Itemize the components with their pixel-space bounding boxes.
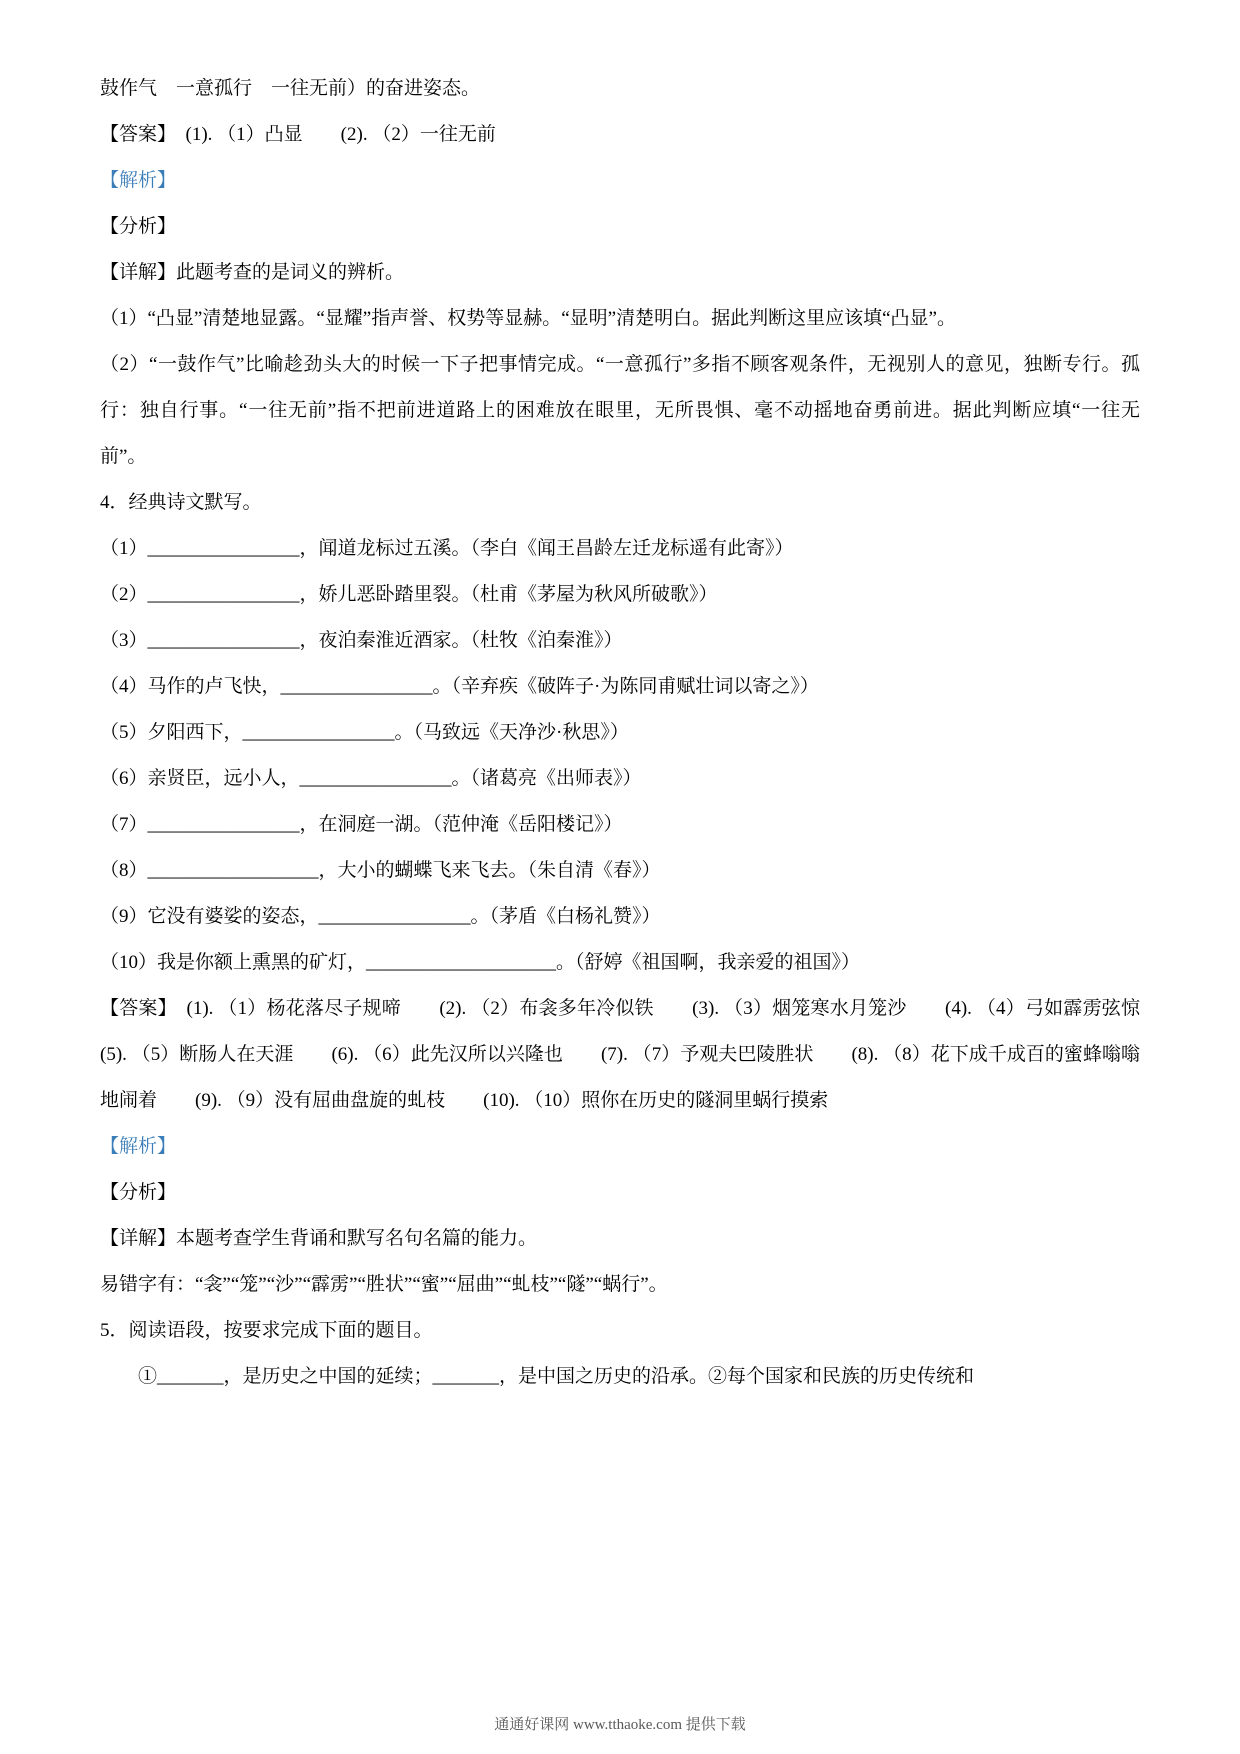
dictation-item-8: （8）__________________，大小的蝴蝶飞来飞去。（朱自清《春》） — [100, 860, 661, 881]
section-label: 【分析】 — [100, 216, 177, 237]
dictation-item-1: （1）________________，闻道龙标过五溪。（李白《闻王昌龄左迁龙标遥有此寄》） — [100, 538, 794, 559]
section-label: 【分析】 — [100, 1182, 177, 1203]
answer-line-q3: 【答案】 (1). （1）凸显 (2). （2）一往无前 — [100, 124, 496, 145]
dictation-item-10: （10）我是你额上熏黑的矿灯，____________________。（舒婷《祖国啊，我亲爱的祖国》） — [100, 952, 861, 973]
error-prone-words-line: 易错字有：“衾”“笼”“沙”“霹雳”“胜状”“蜜”“屈曲”“虬枝”“隧”“蜗行”。 — [100, 1274, 668, 1295]
section-label: 【答案】 — [100, 124, 167, 145]
detail-line-q4: 【详解】本题考查学生背诵和默写名句名篇的能力。 — [100, 1228, 538, 1249]
dictation-item-6: （6）亲贤臣，远小人，________________。（诸葛亮《出师表》） — [100, 768, 642, 789]
page-footer — [0, 1713, 1240, 1734]
analysis-label-line — [100, 1124, 1140, 1170]
document-body — [100, 66, 1179, 1400]
dictation-item-9: （9）它没有婆娑的姿态，________________。（茅盾《白杨礼赞》） — [100, 906, 661, 927]
detail-line-q3: 【详解】此题考查的是词义的辨析。 — [100, 262, 405, 283]
dictation-item-4: （4）马作的卢飞快，________________。（辛弃疾《破阵子·为陈同甫赋壮词以寄之》） — [100, 676, 819, 697]
question-4-title: 4．经典诗文默写。 — [100, 492, 262, 513]
dictation-item-2: （2）________________，娇儿恶卧踏里裂。（杜甫《茅屋为秋风所破歌》） — [100, 584, 718, 605]
section-label: 【详解】 — [100, 262, 177, 283]
footer-text: 通通好课网 www.tthaoke.com 提供下载 — [494, 1717, 746, 1733]
analysis-label-line — [100, 158, 1140, 204]
dictation-item-3: （3）________________，夜泊秦淮近酒家。（杜牧《泊秦淮》） — [100, 630, 623, 651]
question-5-title: 5．阅读语段，按要求完成下面的题目。 — [100, 1320, 433, 1341]
analysis-section-line — [100, 1170, 1140, 1216]
analysis-label: 【解析】 — [100, 170, 177, 191]
explanation-item-2: （2）“一鼓作气”比喻趁劲头大的时候一下子把事情完成。“一意孤行”多指不顾客观条件，无视别人的意见，独断专行。孤行：独自行事。“一往无前”指不把前进道路上的困难放在眼里，无所畏惧、毫不动摇地奋勇前进。据此判断应填“一往无前”。 — [100, 354, 1140, 467]
dictation-item-7: （7）________________，在洞庭一湖。（范仲淹《岳阳楼记》） — [100, 814, 623, 835]
analysis-section-line — [100, 204, 1140, 250]
analysis-label: 【解析】 — [100, 1136, 177, 1157]
stem-continuation-line: 鼓作气 一意孤行 一往无前）的奋进姿态。 — [100, 78, 481, 99]
section-label: 【详解】 — [100, 1228, 177, 1249]
section-label: 【答案】 — [100, 998, 168, 1019]
answer-line-q4: 【答案】 (1). （1）杨花落尽子规啼 (2). （2）布衾多年冷似铁 (3). （3）烟笼寒水月笼沙 (4). （4）弓如霹雳弦惊 (5). （5）断肠人在天涯 (6). （6）此先汉所以兴隆也 (7). （7）予观夫巴陵胜状 (8). （8）花下成千成百的蜜蜂嗡嗡地闹着 (9). （9）没有屈曲盘旋的虬枝 (10). （10）照你在历史的隧洞里蜗行摸索 — [100, 998, 1179, 1111]
explanation-item-1: （1）“凸显”清楚地显露。“显耀”指声誉、权势等显赫。“显明”清楚明白。据此判断这里应该填“凸显”。 — [100, 308, 956, 329]
question-5-passage: ①_______，是历史之中国的延续；_______，是中国之历史的沿承。②每个国家和民族的历史传统和 — [138, 1366, 975, 1387]
dictation-item-5: （5）夕阳西下，________________。（马致远《天净沙·秋思》） — [100, 722, 629, 743]
